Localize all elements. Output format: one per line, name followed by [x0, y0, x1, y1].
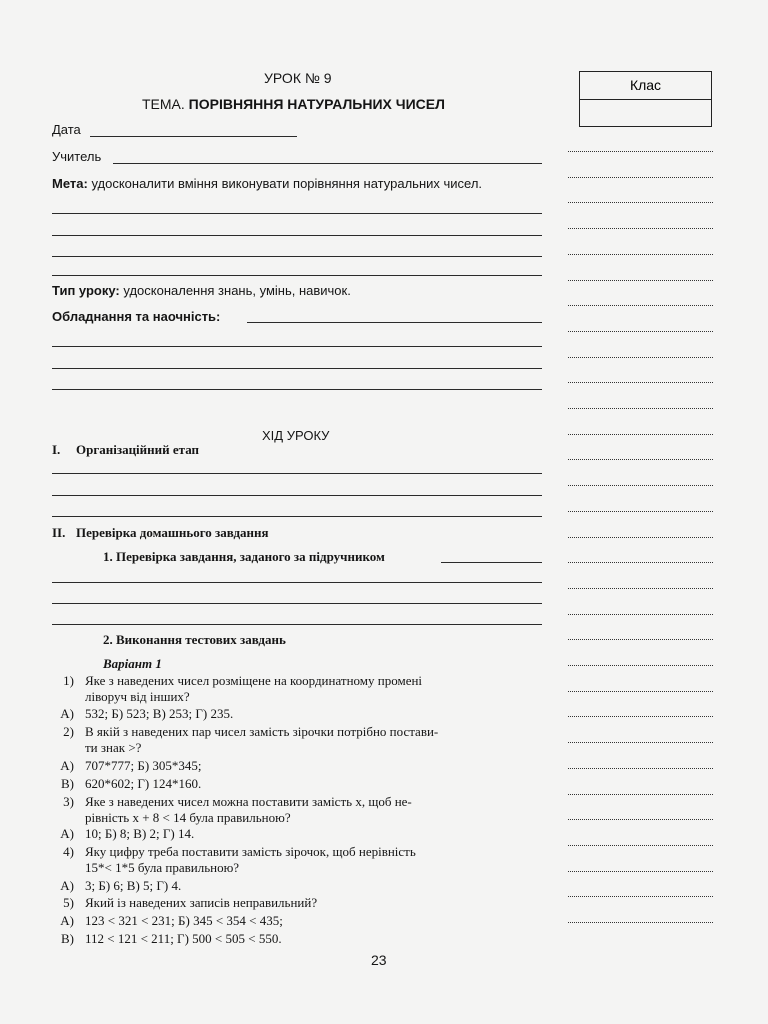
notes-line[interactable] — [568, 202, 713, 203]
goal-blank-4[interactable] — [52, 275, 542, 276]
equipment-blank-0[interactable] — [247, 322, 542, 323]
notes-line[interactable] — [568, 331, 713, 332]
goal-blank-2[interactable] — [52, 235, 542, 236]
notes-line[interactable] — [568, 459, 713, 460]
notes-line[interactable] — [568, 922, 713, 923]
notes-line[interactable] — [568, 588, 713, 589]
subsection-1-blank-3[interactable] — [52, 624, 542, 625]
notes-line[interactable] — [568, 511, 713, 512]
notes-line[interactable] — [568, 228, 713, 229]
teacher-blank[interactable] — [113, 163, 542, 164]
notes-line[interactable] — [568, 382, 713, 383]
class-label: Клас — [580, 72, 711, 100]
notes-line[interactable] — [568, 691, 713, 692]
notes-line[interactable] — [568, 151, 713, 152]
notes-line[interactable] — [568, 639, 713, 640]
topic-prefix: ТЕМА. — [142, 96, 185, 112]
type-text: удосконалення знань, умінь, навичок. — [123, 283, 351, 298]
notes-line[interactable] — [568, 177, 713, 178]
type-label: Тип уроку: — [52, 283, 120, 298]
notes-line[interactable] — [568, 614, 713, 615]
notes-line[interactable] — [568, 716, 713, 717]
notes-line[interactable] — [568, 408, 713, 409]
equipment-blank-3[interactable] — [52, 389, 542, 390]
notes-line[interactable] — [568, 254, 713, 255]
notes-line[interactable] — [568, 871, 713, 872]
section-2-num: II. — [52, 525, 66, 540]
section-1-num: I. — [52, 442, 61, 457]
section-1-blank-1[interactable] — [52, 473, 542, 474]
notes-line[interactable] — [568, 537, 713, 538]
subsection-1: 1. Перевірка завдання, заданого за підручником — [103, 549, 385, 564]
type-line — [52, 283, 351, 298]
notes-line[interactable] — [568, 665, 713, 666]
notes-line[interactable] — [568, 434, 713, 435]
date-label: Дата — [52, 122, 81, 137]
course-title: ХІД УРОКУ — [262, 428, 330, 443]
notes-line[interactable] — [568, 896, 713, 897]
subsection-1-blank-2[interactable] — [52, 603, 542, 604]
notes-line[interactable] — [568, 742, 713, 743]
notes-line[interactable] — [568, 819, 713, 820]
goal-blank-3[interactable] — [52, 256, 542, 257]
subsection-2: 2. Виконання тестових завдань — [103, 632, 286, 647]
notes-line[interactable] — [568, 794, 713, 795]
section-1-blank-3[interactable] — [52, 516, 542, 517]
equipment-blank-2[interactable] — [52, 368, 542, 369]
notes-line[interactable] — [568, 485, 713, 486]
goal-line — [52, 176, 482, 191]
equipment-label: Обладнання та наочність: — [52, 309, 221, 324]
notes-line[interactable] — [568, 305, 713, 306]
section-1-title: Організаційний етап — [76, 442, 200, 457]
goal-blank-1[interactable] — [52, 213, 542, 214]
topic-title: ПОРІВНЯННЯ НАТУРАЛЬНИХ ЧИСЕЛ — [188, 96, 445, 112]
notes-line[interactable] — [568, 562, 713, 563]
workbook-page: УРОК № 9 ТЕМА. ПОРІВНЯННЯ НАТУРАЛЬНИХ ЧИСЕЛ Клас Дата Учитель Мета: удосконалити вміння виконувати порівняння натуральних чисел. Тип уроку: удосконалення знань, умінь, навичок. Обладнання та наочність: ХІД УРОКУ I. Організаційний етап II. Перевірка домашнього завдання 1. Перевірка завдання, заданого за підручником 2. Виконання тестових завдань Варіант 1 1) Яке з наведених чисел розміщене на координатному промені ліворуч від інших? А) 532; Б) 523; В) 253; Г) 235. 2) В якій з наведених пар чисел замість зірочки потрібно постави- ти знак >? А) 707*777; Б) 305*345; В) 620*602; Г) 124*160. 3) Яке з наведених чисел можна поставити замість x, щоб не- рівність x + 8 < 14 була правильною? А) 10; Б) 8; В) 2; Г) 14. 4) Яку цифру треба поставити замість зірочок, щоб нерівність 15*< 1*5 була правильною? А) 3; Б) 6; В) 5; Г) 4. 5) Який із наведених записів неправильний? А) 123 < 321 < 231; Б) 345 < 354 < 435; В) 112 < 121 < 211; Г) 500 < 505 < 550. 23 — [0, 0, 768, 1024]
class-box — [579, 71, 712, 127]
subsection-1-blank-1[interactable] — [52, 582, 542, 583]
notes-line[interactable] — [568, 845, 713, 846]
notes-line[interactable] — [568, 768, 713, 769]
page-number: 23 — [371, 952, 387, 968]
goal-label: Мета: — [52, 176, 88, 191]
notes-line[interactable] — [568, 280, 713, 281]
goal-text: удосконалити вміння виконувати порівняння натуральних чисел. — [91, 176, 483, 191]
equipment-blank-1[interactable] — [52, 346, 542, 347]
lesson-topic — [142, 96, 445, 112]
subsection-1-blank-0[interactable] — [441, 562, 542, 563]
section-2-title: Перевірка домашнього завдання — [76, 525, 269, 540]
variant-label: Варіант 1 — [103, 656, 162, 671]
teacher-label: Учитель — [52, 149, 102, 164]
notes-line[interactable] — [568, 357, 713, 358]
lesson-number: УРОК № 9 — [264, 70, 332, 86]
section-1-blank-2[interactable] — [52, 495, 542, 496]
date-blank[interactable] — [90, 136, 297, 137]
